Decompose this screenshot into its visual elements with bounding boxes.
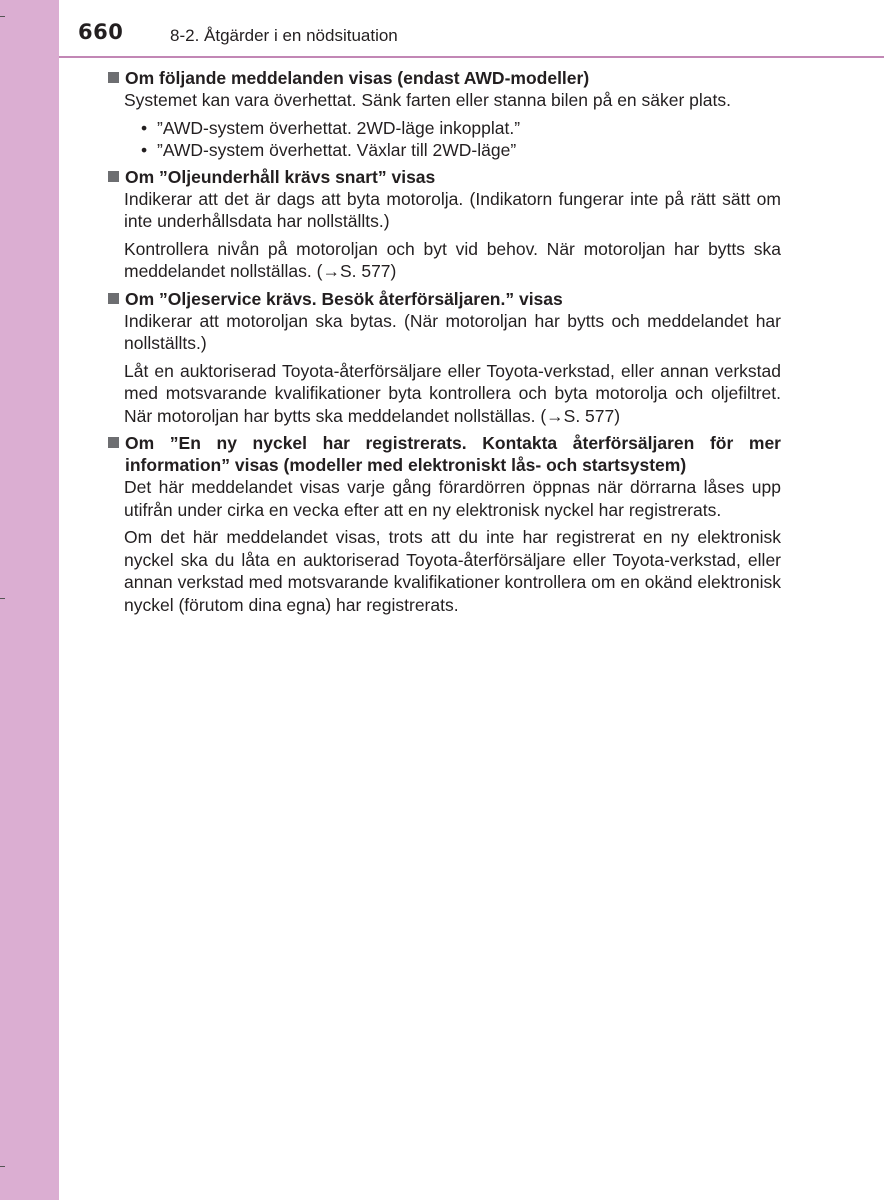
section-oil-maintenance-soon [106, 166, 781, 283]
section-heading-text: Om ”En ny nyckel har registrerats. Kontakta återförsäljaren för mer information” visas (modeller med elektroniskt lås- och startsystem) [125, 433, 781, 475]
section-heading [106, 166, 781, 188]
paragraph: Om det här meddelandet visas, trots att du inte har registrerat en ny elektronisk nyckel ska du låta en auktoriserad Toyota-återförsäljare eller Toyota-verkstad, eller annan verkstad med motsvarande kvalifikationer kontrollera om en okänd elektronisk nyckel (förutom dina egna) har registrerats. [124, 527, 781, 615]
section-heading-text: Om ”Oljeservice krävs. Besök återförsäljaren.” visas [125, 288, 563, 309]
crop-mark [0, 1166, 5, 1167]
list-item: • ”AWD-system överhettat. 2WD-läge inkopplat.” [141, 117, 781, 140]
section-new-key-registered [106, 432, 781, 616]
paragraph: Kontrollera nivån på motoroljan och byt vid behov. När motoroljan har bytts ska meddelandet nollställas. (→S. 577) [124, 238, 781, 281]
header-rule [59, 56, 884, 58]
crop-mark [0, 16, 5, 17]
square-bullet-icon [108, 293, 119, 304]
section-heading [106, 288, 781, 310]
square-bullet-icon [108, 437, 119, 448]
square-bullet-icon [108, 171, 119, 182]
paragraph: Det här meddelandet visas varje gång förardörren öppnas när dörrarna låses upp utifrån under cirka en vecka efter att en ny elektronisk nyckel har registrerats. [124, 477, 781, 520]
side-color-band [0, 0, 59, 1200]
section-oil-service-required [106, 288, 781, 428]
crop-mark [0, 598, 5, 599]
paragraph: Systemet kan vara överhettat. Sänk farten eller stanna bilen på en säker plats. [124, 90, 732, 110]
section-awd-overheat [106, 67, 781, 162]
paragraph: Indikerar att motoroljan ska bytas. (När motoroljan har bytts och meddelandet har nollställts.) [124, 310, 781, 353]
section-heading [106, 432, 781, 476]
page-content [106, 66, 781, 621]
paragraph: Indikerar att det är dags att byta motorolja. (Indikatorn fungerar inte på rätt sätt om inte underhållsdata har nollställts.) [124, 188, 781, 231]
paragraph: Låt en auktoriserad Toyota-återförsäljare eller Toyota-verkstad, eller annan verkstad med motsvarande kvalifikationer byta kontrollera och byta motorolja och oljefiltret. När motoroljan har bytts ska meddelandet nollställas. (→S. 577) [124, 360, 781, 426]
page-number: 660 [78, 20, 124, 44]
section-heading-text: Om ”Oljeunderhåll krävs snart” visas [125, 166, 436, 187]
message-list [141, 117, 781, 162]
list-item: • ”AWD-system överhettat. Växlar till 2WD-läge” [141, 139, 781, 162]
section-title: 8-2. Åtgärder i en nödsituation [170, 26, 398, 45]
section-heading [106, 67, 781, 89]
section-heading-text: Om följande meddelanden visas (endast AWD-modeller) [125, 68, 590, 88]
square-bullet-icon [108, 72, 119, 83]
